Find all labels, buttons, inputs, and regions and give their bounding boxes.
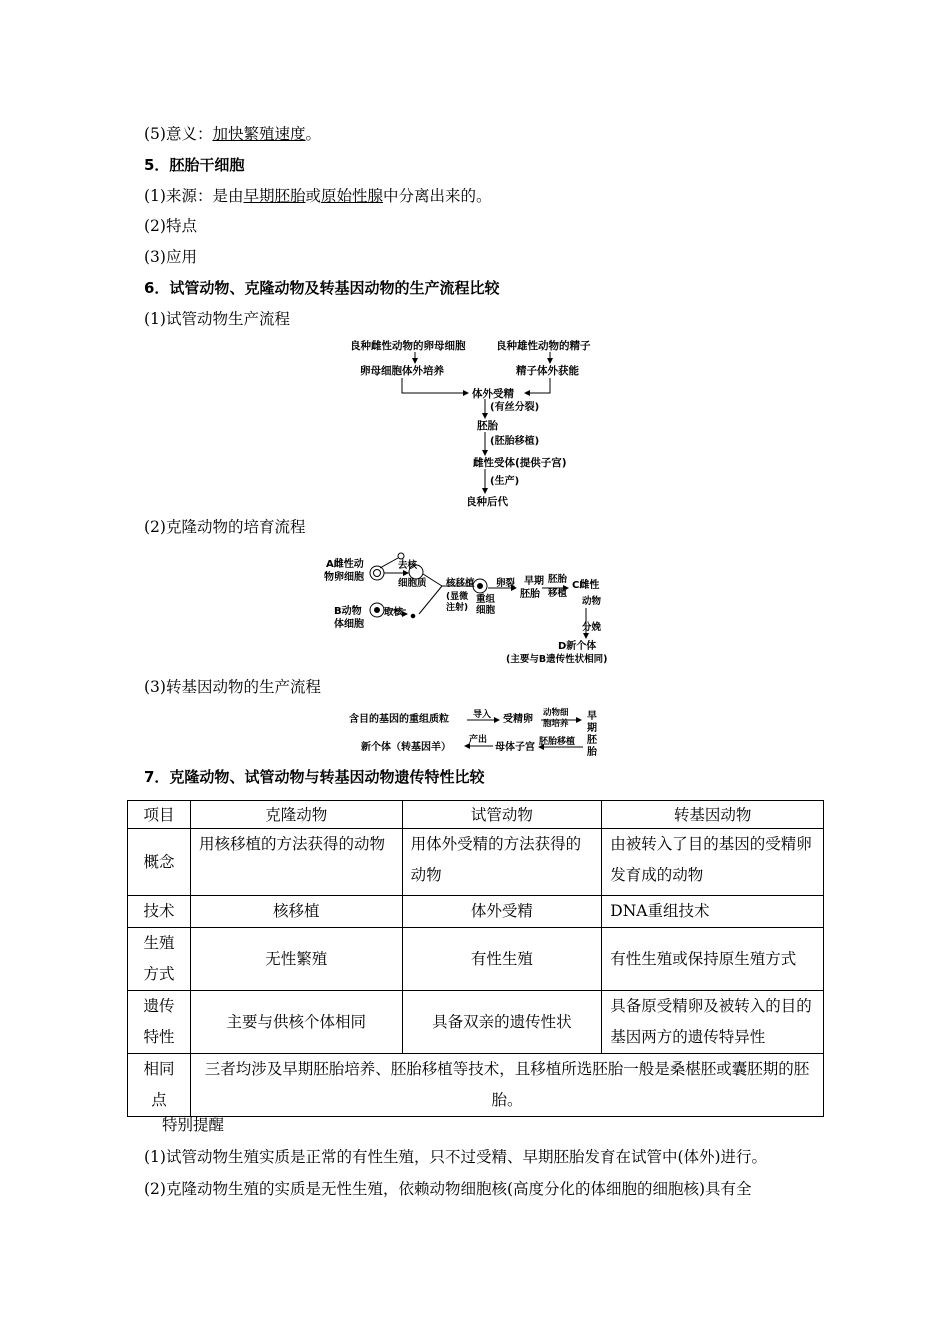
embryo-transfer-small-label: 胚胎移植: [539, 737, 576, 747]
table-row: [128, 928, 824, 991]
tip-paragraph-1: (1)试管动物生殖实质是正常的有性生殖，只不过受精、早期胚胎发育在试管中(体外)进行。: [144, 1148, 768, 1166]
cell-repro-ivf: 有性生殖: [402, 928, 602, 991]
produce-label: 产出: [469, 735, 488, 745]
culture-label-2: 胞培养: [543, 719, 569, 729]
culture-label-1: 动物细: [543, 708, 569, 718]
table-row: [128, 1054, 824, 1117]
source-text-b: 或: [305, 187, 321, 205]
enucleate-label: 去核: [398, 560, 418, 571]
clone-flow-heading: (2)克隆动物的培育流程: [144, 518, 306, 536]
cell-genetic-ivf: 具备双亲的遗传性状: [402, 991, 602, 1054]
section-6-title: 6．试管动物、克隆动物及转基因动物的生产流程比较: [144, 279, 500, 297]
sperm-capacitation-label: 精子体外获能: [516, 365, 579, 377]
early-embryo-char-2: 期: [587, 723, 597, 734]
new-individual-note: (主要与B遗传性状相同): [506, 654, 608, 665]
use-line: (3)应用: [144, 248, 197, 266]
meaning-answer: 加快繁殖速度: [212, 125, 306, 143]
transgenic-flow-heading: (3)转基因动物的生产流程: [144, 678, 321, 696]
reconstructed-cell-label-2: 细胞: [476, 605, 496, 616]
cell-genetic-transgenic: 具备原受精卵及被转入的目的基因两方的遗传特异性: [602, 991, 824, 1054]
ivf-flow-heading: (1)试管动物生产流程: [144, 310, 290, 328]
row-label-concept: 概念: [128, 829, 191, 896]
nuclear-transfer-label: 核移植: [446, 578, 475, 589]
cell-concept-ivf: 用体外受精的方法获得的动物: [402, 829, 602, 896]
tip-paragraph-2: (2)克隆动物生殖的实质是无性生殖，依赖动物细胞核(高度分化的体细胞的细胞核)具有全: [144, 1180, 752, 1198]
sperm-label: 良种雄性动物的精子: [496, 340, 591, 352]
cell-repro-transgenic: 有性生殖或保持原生殖方式: [602, 928, 824, 991]
transgenic-flow-diagram: [345, 706, 615, 760]
row-label-tech: 技术: [128, 896, 191, 928]
table-row: [128, 991, 824, 1054]
female-egg-label-1: A雌性动: [326, 559, 364, 570]
cell-tech-ivf: 体外受精: [402, 896, 602, 928]
early-embryo-char-1: 早: [587, 711, 597, 722]
delivery-label: 分娩: [582, 622, 602, 633]
table-header-transgenic: 转基因动物: [602, 801, 824, 829]
cleavage-label: 卵裂: [496, 578, 516, 589]
meaning-suffix: 。: [305, 125, 321, 143]
row-label-same: 相同点: [128, 1054, 191, 1117]
cell-tech-clone: 核移植: [190, 896, 402, 928]
row-label-genetic: 遗传特性: [128, 991, 191, 1054]
tip-title: 特别提醒: [162, 1116, 225, 1134]
plasmid-label: 含目的基因的重组质粒: [349, 714, 449, 725]
early-embryo-char-4: 胎: [587, 747, 597, 758]
table-header-row: [128, 801, 824, 829]
embryo-label: 胚胎: [477, 420, 498, 432]
nt-note-2: 注射): [446, 603, 469, 613]
nt-note-1: (显微: [446, 592, 469, 602]
source-answer-1: 早期胚胎: [243, 187, 306, 205]
table-row: [128, 829, 824, 896]
recipient-label: 雌性受体(提供子宫): [473, 457, 567, 469]
table-header-item: 项目: [128, 801, 191, 829]
source-line: [144, 185, 492, 207]
mitosis-label: (有丝分裂): [490, 402, 540, 413]
somatic-cell-label-2: 体细胞: [334, 619, 364, 630]
early-embryo-char-3: 胚: [587, 735, 597, 746]
section-5-title: 5．胚胎干细胞: [144, 156, 245, 174]
offspring-label: 良种后代: [466, 496, 508, 508]
new-individual-label: D新个体: [558, 641, 597, 652]
cell-repro-clone: 无性繁殖: [190, 928, 402, 991]
embryo-transfer-label-2: 移植: [548, 588, 568, 599]
source-answer-2: 原始性腺: [321, 187, 384, 205]
comparison-table: [127, 800, 824, 1117]
table-header-clone: 克隆动物: [190, 801, 402, 829]
source-text-c: 中分离出来的。: [383, 187, 492, 205]
egg-label: 良种雌性动物的卵母细胞: [350, 340, 466, 352]
cell-genetic-clone: 主要与供核个体相同: [190, 991, 402, 1054]
birth-label: (生产): [490, 476, 520, 487]
cell-concept-transgenic: 由被转入了目的基因的受精卵发育成的动物: [602, 829, 824, 896]
section-7-title: 7．克隆动物、试管动物与转基因动物遗传特性比较: [144, 768, 485, 786]
cell-concept-clone: 用核移植的方法获得的动物: [190, 829, 402, 896]
fertilization-label: 体外受精: [472, 388, 514, 400]
ivf-flow-diagram: [340, 336, 610, 514]
transfer-label: (胚胎移植): [490, 436, 540, 447]
embryo-transfer-label-1: 胚胎: [548, 574, 568, 585]
source-text-a: (1)来源：是由: [144, 187, 244, 205]
cell-same-points: 三者均涉及早期胚胎培养、胚胎移植等技术，且移植所选胚胎一般是桑椹胚或囊胚期的胚胎。: [190, 1054, 823, 1117]
uterus-label: 母体子宫: [495, 742, 535, 753]
take-nucleus-label: 取核: [384, 607, 404, 618]
egg-culture-label: 卵母细胞体外培养: [360, 365, 444, 377]
cell-tech-transgenic: DNA重组技术: [602, 896, 824, 928]
early-embryo-label-2: 胚胎: [520, 589, 540, 600]
female-egg-label-2: 物卵细胞: [324, 572, 364, 583]
meaning-prefix: (5)意义：: [144, 125, 213, 143]
row-label-reproduction: 生殖方式: [128, 928, 191, 991]
reconstructed-cell-label-1: 重组: [476, 594, 496, 605]
table-header-ivf: 试管动物: [402, 801, 602, 829]
meaning-line: [144, 123, 321, 145]
somatic-cell-label-1: B动物: [334, 606, 362, 617]
early-embryo-label-1: 早期: [524, 576, 544, 587]
female-c-label-1: C雌性: [572, 580, 600, 591]
import-label: 导入: [473, 710, 492, 720]
table-row: [128, 896, 824, 928]
clone-flow-diagram: [320, 546, 640, 668]
cytoplasm-label: 细胞质: [398, 578, 427, 589]
fertilized-egg-label: 受精卵: [503, 714, 533, 725]
female-c-label-2: 动物: [582, 596, 602, 607]
feature-line: (2)特点: [144, 217, 197, 235]
new-transgenic-label: 新个体（转基因羊）: [361, 742, 451, 753]
